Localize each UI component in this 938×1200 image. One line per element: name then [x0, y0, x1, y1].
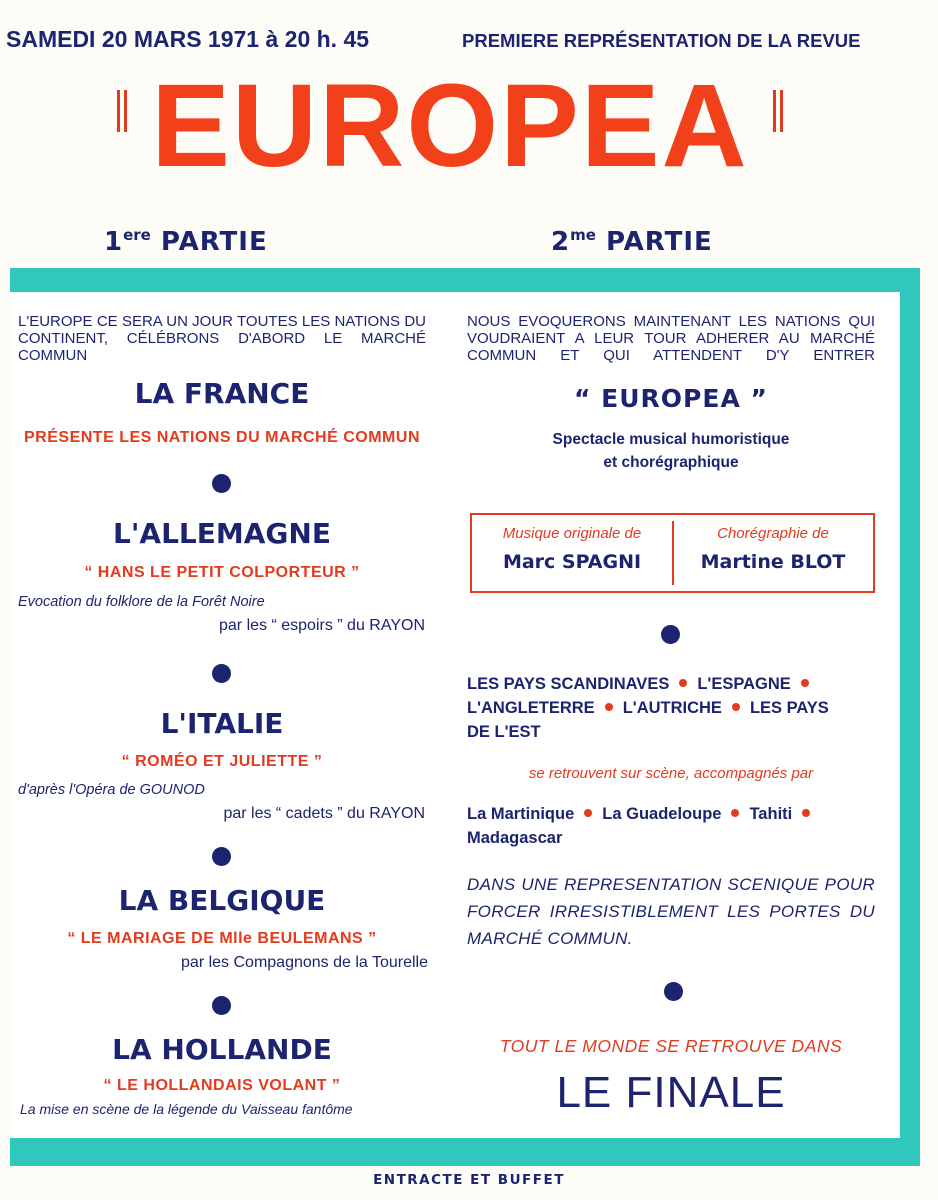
hollande-show: “ LE HOLLANDAIS VOLANT ” [103, 1077, 341, 1094]
country-allemagne: L'ALLEMAGNE [113, 517, 331, 550]
guest-madagascar: Madagascar [467, 829, 563, 847]
finale-title: LE FINALE [556, 1068, 786, 1117]
countries-line1 [467, 675, 809, 694]
countries-line2 [467, 699, 829, 718]
allemagne-show: “ HANS LE PETIT COLPORTEUR ” [84, 564, 360, 581]
part2-heading-sup: me [570, 226, 596, 244]
country-espagne: L'ESPAGNE [697, 675, 791, 693]
part2-heading-num: 2 [551, 227, 571, 257]
music-name: Marc SPAGNI [502, 551, 642, 573]
belgique-show: “ LE MARIAGE DE Mlle BEULEMANS ” [67, 930, 377, 947]
revue-title: EUROPEA [151, 60, 749, 192]
credits-box [470, 513, 875, 593]
bullet-dot [801, 679, 809, 687]
close-quote-bar-2 [780, 90, 783, 132]
show-sub1: Spectacle musical humoristique [552, 431, 790, 448]
representation-line3: MARCHÉ COMMUN. [467, 929, 633, 948]
bullet-dot [605, 703, 613, 711]
bullet-dot [584, 809, 592, 817]
show-title: “ EUROPEA ” [574, 384, 768, 413]
separator-dot [212, 847, 231, 866]
guest-martinique: La Martinique [467, 805, 575, 823]
title-block [0, 60, 938, 192]
premiere-line: PREMIERE REPRÉSENTATION DE LA REVUE [462, 30, 861, 51]
guests-line1 [467, 805, 820, 824]
choreo-name: Martine BLOT [700, 551, 846, 573]
part1-heading [104, 226, 268, 257]
part1-heading-sup: ere [123, 226, 151, 244]
country-hollande: LA HOLLANDE [112, 1033, 332, 1066]
separator-dot [212, 474, 231, 493]
separator-dot [212, 664, 231, 683]
guest-tahiti: Tahiti [749, 805, 793, 823]
retrouvent-line: se retrouvent sur scène, accompagnés par [528, 765, 814, 782]
guest-guadeloupe: La Guadeloupe [602, 805, 722, 823]
country-belgique: LA BELGIQUE [118, 884, 326, 917]
part1-heading-num: 1 [104, 227, 124, 257]
country-angleterre: L'ANGLETERRE [467, 699, 595, 717]
representation-line2: FORCER IRRESISTIBLEMENT LES PORTES DU [467, 902, 875, 921]
country-italie: L'ITALIE [160, 707, 284, 740]
bullet-dot [679, 679, 687, 687]
choreo-label: Chorégraphie de [717, 525, 829, 542]
show-sub2: et chorégraphique [603, 454, 739, 471]
allemagne-desc: Evocation du folklore de la Forêt Noire [18, 594, 265, 610]
part2-intro: NOUS EVOQUERONS MAINTENANT LES NATIONS QUI VOUDRAIENT A LEUR TOUR ADHERER AU MARCHÉ COMMUN ET QUI ATTENDENT D'Y ENTRER [467, 313, 875, 364]
music-label: Musique originale de [502, 525, 642, 542]
country-autriche: L'AUTRICHE [622, 699, 722, 717]
close-quote-bar [773, 90, 776, 132]
separator-dot [661, 625, 680, 644]
country-pays-est-a: LES PAYS [749, 699, 829, 717]
italie-show: “ ROMÉO ET JULIETTE ” [121, 753, 323, 770]
part2-heading-word: PARTIE [605, 227, 713, 257]
bullet-dot [732, 703, 740, 711]
representation-line1: DANS UNE REPRESENTATION SCENIQUE POUR [467, 875, 875, 894]
france-subtitle: PRÉSENTE LES NATIONS DU MARCHÉ COMMUN [24, 429, 420, 446]
part1-intro: L'EUROPE CE SERA UN JOUR TOUTES LES NATIONS DU CONTINENT, CÉLÉBRONS D'ABORD LE MARCHÉ COMMUN [18, 313, 426, 364]
intermission-note: ENTRACTE ET BUFFET [373, 1172, 565, 1188]
performance-date: SAMEDI 20 MARS 1971 à 20 h. 45 [6, 26, 370, 52]
bullet-dot [802, 809, 810, 817]
italie-performers: par les “ cadets ” du RAYON [223, 805, 425, 822]
country-scandinaves: LES PAYS SCANDINAVES [467, 675, 670, 693]
country-pays-est-b: DE L'EST [467, 723, 541, 741]
italie-desc: d'après l'Opéra de GOUNOD [18, 782, 205, 798]
belgique-performers: par les Compagnons de la Tourelle [181, 954, 428, 971]
part2-heading [551, 226, 713, 257]
separator-dot [664, 982, 683, 1001]
open-quote-bar [117, 90, 120, 132]
hollande-desc: La mise en scène de la légende du Vaisseau fantôme [20, 1101, 353, 1117]
allemagne-performers: par les “ espoirs ” du RAYON [219, 617, 425, 634]
bullet-dot [731, 809, 739, 817]
open-quote-bar-2 [124, 90, 127, 132]
country-france: LA FRANCE [134, 377, 310, 410]
tout-le-monde-line: TOUT LE MONDE SE RETROUVE DANS [499, 1036, 843, 1056]
part1-heading-word: PARTIE [160, 227, 268, 257]
separator-dot [212, 996, 231, 1015]
